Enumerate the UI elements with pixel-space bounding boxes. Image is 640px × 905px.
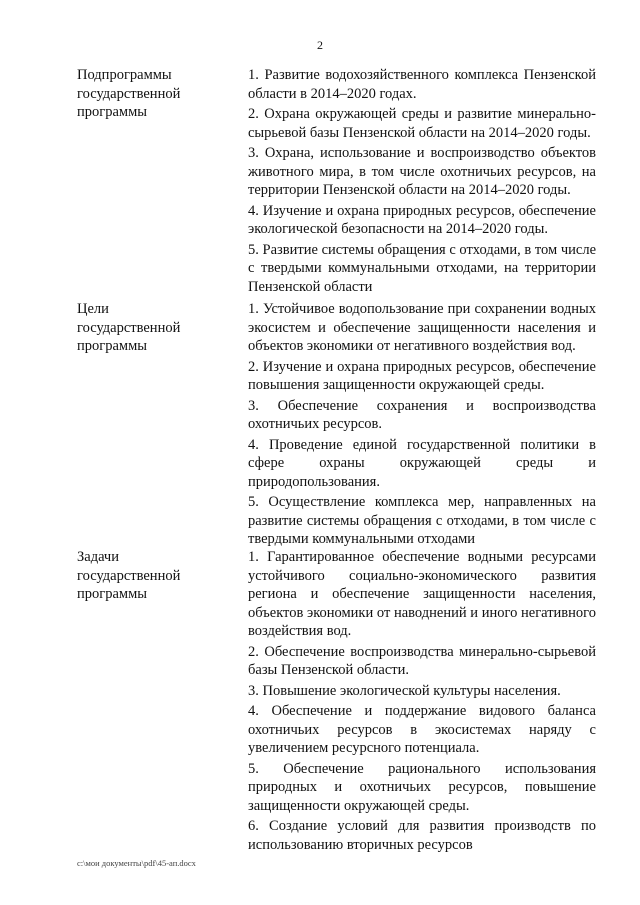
subprograms-list	[248, 66, 596, 298]
list-item: 2. Обеспечение воспроизводства минерально-сырьевой базы Пензенской области.	[248, 643, 596, 678]
label-line: государственной	[77, 319, 181, 336]
list-item: 1. Гарантированное обеспечение водными ресурсами устойчивого социально-экономического развития региона и обеспечение защищенности населения, объектов экономики от наводнений и иного негативного воздействия вод.	[248, 549, 596, 639]
label-line: Цели	[77, 301, 109, 317]
list-item: 5. Осуществление комплекса мер, направленных на развитие системы обращения с отходами, в том числе с твердыми коммунальными отходами	[248, 494, 596, 547]
subprograms-label	[77, 66, 227, 122]
label-line: Задачи	[77, 549, 119, 565]
label-line: государственной	[77, 567, 181, 584]
list-item: 5. Развитие системы обращения с отходами, в том числе с твердыми коммунальными отходами, на территории Пензенской области	[248, 241, 596, 295]
list-item: 3. Повышение экологической культуры населения.	[248, 682, 561, 699]
list-item: 1. Устойчивое водопользование при сохранении водных экосистем и обеспечение защищенности населения и объектов экономики от негативного воздействия вод.	[248, 301, 596, 354]
list-item: 3. Охрана, использование и воспроизводство объектов животного мира, в том числе охотничьих ресурсов, на территории Пензенской области на 2014–2020 годы.	[248, 145, 596, 198]
list-item: 5. Обеспечение рационального использования природных и охотничьих ресурсов, повышение защищенности окружающей среды.	[248, 760, 596, 814]
list-item: 6. Создание условий для развития производств по использованию вторичных ресурсов	[248, 818, 596, 853]
tasks-label	[77, 548, 227, 604]
list-item: 3. Обеспечение сохранения и воспроизводства охотничьих ресурсов.	[248, 397, 596, 432]
label-line: программы	[77, 586, 147, 602]
list-item: 2. Охрана окружающей среды и развитие минерально-сырьевой базы Пензенской области на 2014–2020 годы.	[248, 106, 596, 141]
label-line: Подпрограммы	[77, 67, 172, 83]
tasks-list	[248, 548, 596, 856]
goals-list	[248, 300, 596, 551]
label-line: программы	[77, 338, 147, 354]
list-item: 1. Развитие водохозяйственного комплекса Пензенской области в 2014–2020 годах.	[248, 67, 596, 102]
label-line: программы	[77, 104, 147, 120]
list-item: 4. Проведение единой государственной политики в сфере охраны окружающей среды и природопользования.	[248, 436, 596, 490]
file-path-footer: c:\мои документы\pdf\45-ап.docx	[77, 858, 196, 868]
label-line: государственной	[77, 85, 181, 102]
list-item: 4. Обеспечение и поддержание видового баланса охотничьих ресурсов в экосистемах наряду с увеличением ресурсного потенциала.	[248, 703, 596, 756]
goals-label	[77, 300, 227, 356]
list-item: 4. Изучение и охрана природных ресурсов, обеспечение экологической безопасности на 2014–2020 годы.	[248, 202, 596, 237]
page-number: 2	[317, 38, 323, 52]
list-item: 2. Изучение и охрана природных ресурсов, обеспечение повышения защищенности окружающей среды.	[248, 358, 596, 393]
